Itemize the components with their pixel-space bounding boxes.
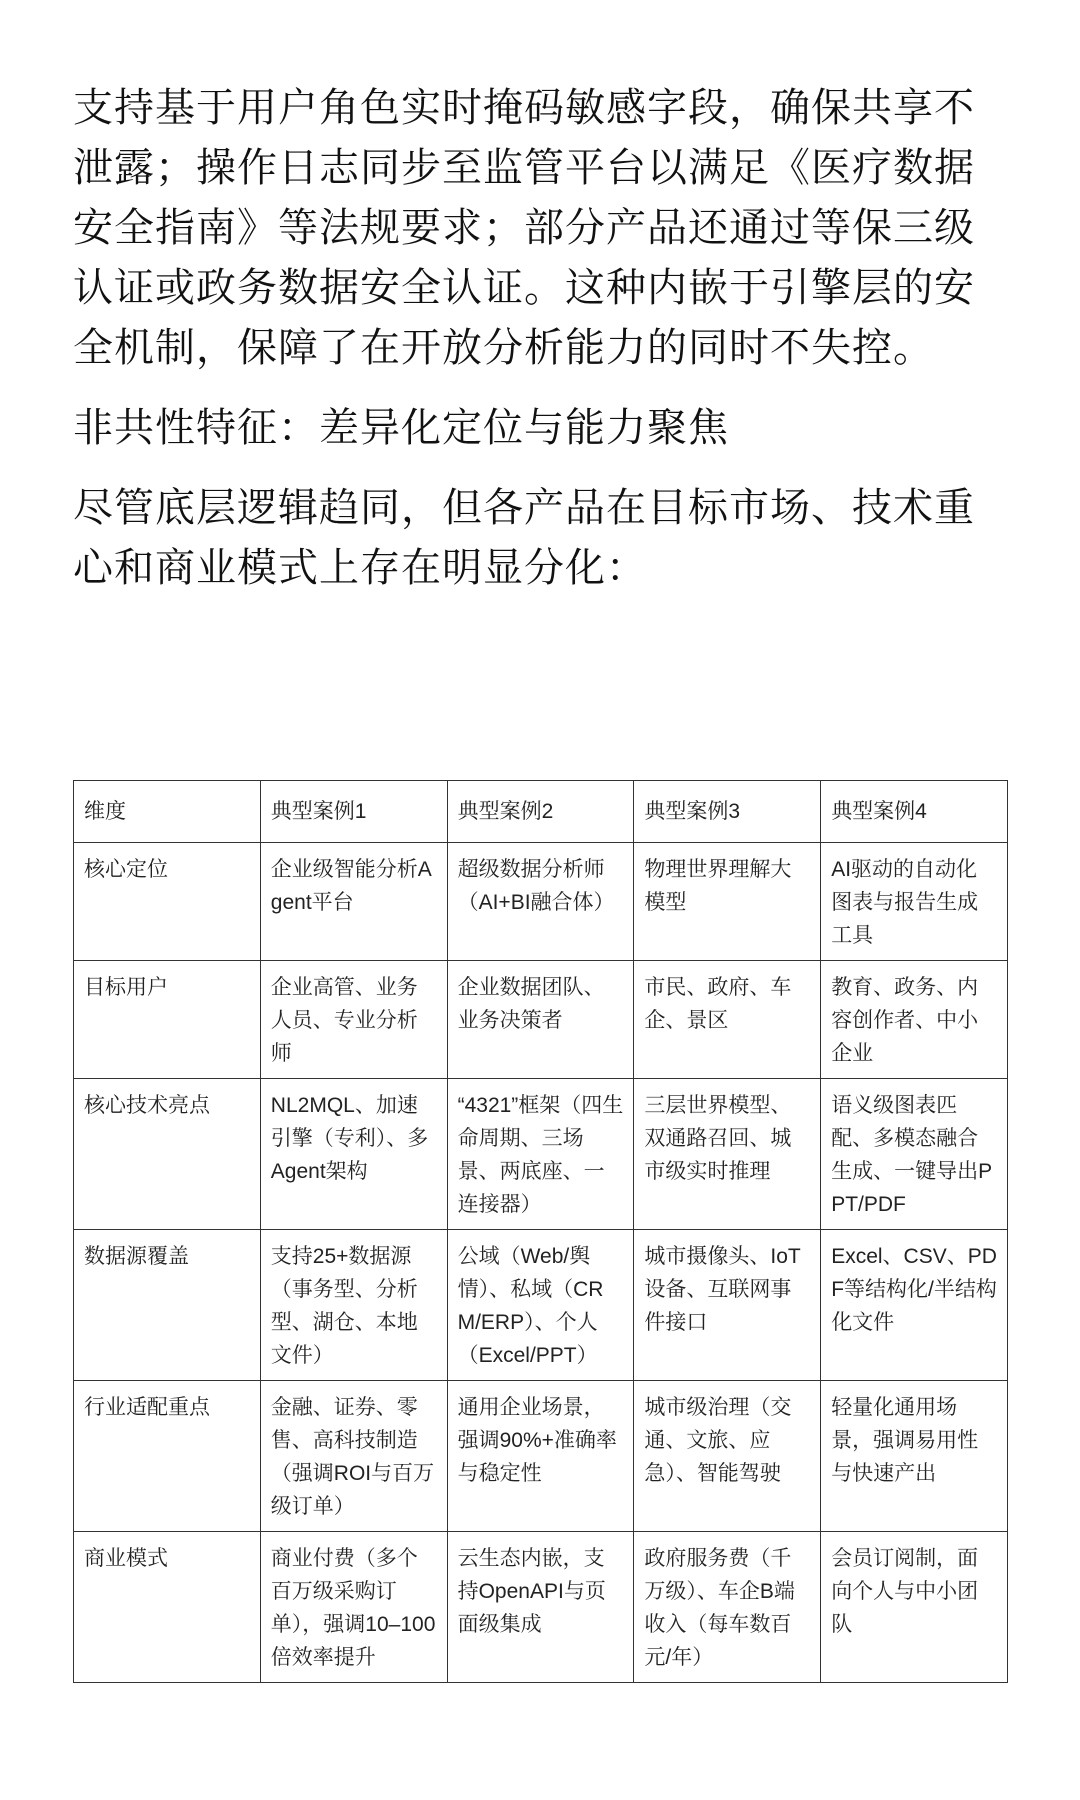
table-cell: 核心定位: [74, 843, 261, 961]
table-row: [74, 843, 1008, 961]
table-cell: 核心技术亮点: [74, 1079, 261, 1230]
comparison-table: [73, 780, 1008, 1683]
table-cell: 金融、证券、零售、高科技制造（强调ROI与百万级订单）: [260, 1381, 447, 1532]
table-cell: 语义级图表匹配、多模态融合生成、一键导出PPT/PDF: [821, 1079, 1008, 1230]
header-case-2: 典型案例2: [447, 781, 634, 843]
table-cell: 企业数据团队、业务决策者: [447, 961, 634, 1079]
table-cell: 政府服务费（千万级）、车企B端收入（每车数百元/年）: [634, 1532, 821, 1683]
table-cell: 超级数据分析师（AI+BI融合体）: [447, 843, 634, 961]
table-header-row: [74, 781, 1008, 843]
table-row: [74, 1381, 1008, 1532]
table-cell: 公域（Web/舆情）、私域（CRM/ERP）、个人（Excel/PPT）: [447, 1230, 634, 1381]
table-cell: NL2MQL、加速引擎（专利）、多Agent架构: [260, 1079, 447, 1230]
header-case-3: 典型案例3: [634, 781, 821, 843]
table-cell: 企业高管、业务人员、专业分析师: [260, 961, 447, 1079]
table-cell: 市民、政府、车企、景区: [634, 961, 821, 1079]
header-case-1: 典型案例1: [260, 781, 447, 843]
table-cell: 行业适配重点: [74, 1381, 261, 1532]
table-row: [74, 1532, 1008, 1683]
table-cell: 商业付费（多个百万级采购订单），强调10–100倍效率提升: [260, 1532, 447, 1683]
table-cell: 支持25+数据源（事务型、分析型、湖仓、本地文件）: [260, 1230, 447, 1381]
table-cell: 目标用户: [74, 961, 261, 1079]
table-cell: 通用企业场景，强调90%+准确率与稳定性: [447, 1381, 634, 1532]
table-cell: 城市级治理（交通、文旅、应急）、智能驾驶: [634, 1381, 821, 1532]
table-cell: 轻量化通用场景，强调易用性与快速产出: [821, 1381, 1008, 1532]
table-cell: AI驱动的自动化图表与报告生成工具: [821, 843, 1008, 961]
table-row: [74, 1230, 1008, 1381]
table-cell: 城市摄像头、IoT设备、互联网事件接口: [634, 1230, 821, 1381]
table-cell: Excel、CSV、PDF等结构化/半结构化文件: [821, 1230, 1008, 1381]
table-row: [74, 961, 1008, 1079]
table-cell: 物理世界理解大模型: [634, 843, 821, 961]
comparison-table-container: [73, 780, 1008, 1683]
table-cell: 云生态内嵌，支持OpenAPI与页面级集成: [447, 1532, 634, 1683]
table-cell: 三层世界模型、双通路召回、城市级实时推理: [634, 1079, 821, 1230]
table-cell: 商业模式: [74, 1532, 261, 1683]
section-heading: 非共性特征：差异化定位与能力聚焦: [73, 405, 729, 451]
table-cell: “4321”框架（四生命周期、三场景、两底座、一连接器）: [447, 1079, 634, 1230]
table-cell: 教育、政务、内容创作者、中小企业: [821, 961, 1008, 1079]
article-body: [73, 78, 1008, 598]
header-case-4: 典型案例4: [821, 781, 1008, 843]
paragraph-intro: 尽管底层逻辑趋同，但各产品在目标市场、技术重心和商业模式上存在明显分化：: [73, 485, 975, 591]
header-dimension: 维度: [74, 781, 261, 843]
table-cell: 数据源覆盖: [74, 1230, 261, 1381]
table-row: [74, 1079, 1008, 1230]
paragraph-security: 支持基于用户角色实时掩码敏感字段，确保共享不泄露；操作日志同步至监管平台以满足《医疗数据安全指南》等法规要求；部分产品还通过等保三级认证或政务数据安全认证。这种内嵌于引擎层的安全机制，保障了在开放分析能力的同时不失控。: [73, 85, 975, 371]
table-cell: 会员订阅制，面向个人与中小团队: [821, 1532, 1008, 1683]
table-cell: 企业级智能分析Agent平台: [260, 843, 447, 961]
